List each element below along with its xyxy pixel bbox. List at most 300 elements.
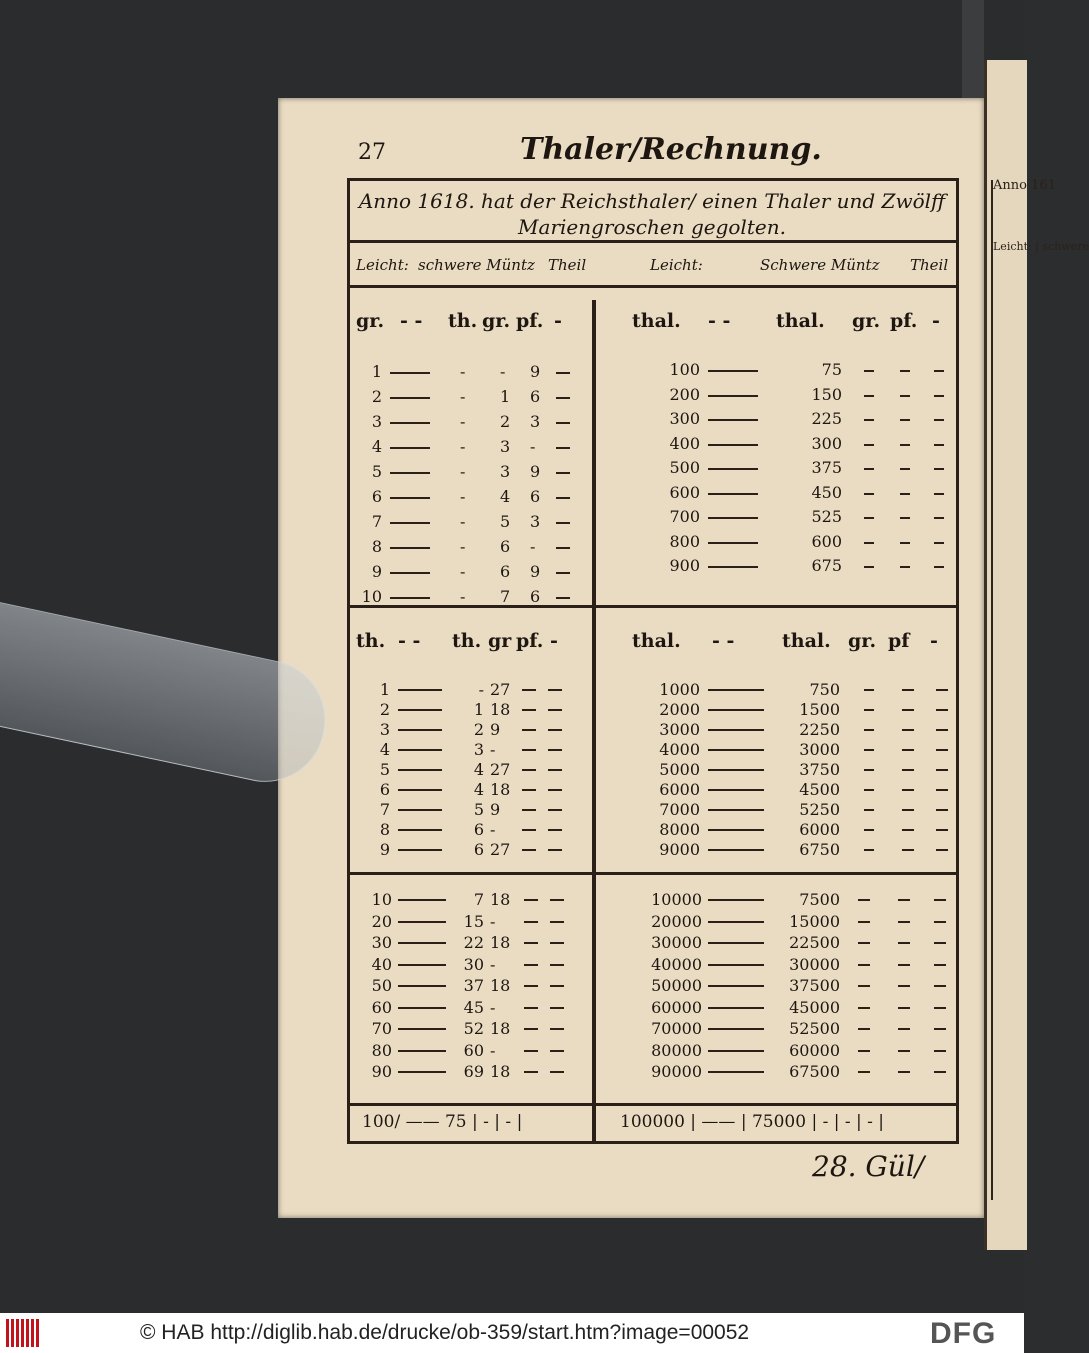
lm-a: 5 — [379, 760, 390, 779]
rule-dash — [900, 395, 910, 397]
lt-gr: 6 — [371, 487, 382, 506]
rm-a: 9000 — [659, 840, 700, 859]
lb-a: 50 — [371, 976, 392, 995]
lt-pf: 9 — [530, 562, 541, 581]
rule-dash — [900, 468, 910, 470]
total-right: 100000 | —— | 75000 | - | - | - | — [620, 1112, 885, 1132]
lt-th: - — [460, 437, 466, 456]
rt-a: 100 — [669, 360, 700, 379]
rule-dash — [550, 1071, 564, 1073]
rule-dash — [522, 689, 536, 691]
right_top-header-2: thal. — [776, 310, 825, 332]
rm-b: 3000 — [799, 740, 840, 759]
left_top-header-5: - — [554, 310, 562, 332]
lt-th: - — [460, 412, 466, 431]
lt-gr2: 6 — [500, 537, 511, 556]
lt-gr2: 5 — [500, 512, 511, 531]
colhdr-leicht: Leicht: — [356, 256, 409, 274]
lm-a: 8 — [379, 820, 390, 839]
lm-gr: 9 — [490, 800, 501, 819]
lt-th: - — [460, 512, 466, 531]
rule-dash — [556, 372, 570, 374]
next-page-header: Leicht: | schwere — [993, 240, 1089, 253]
rule-dash — [522, 829, 536, 831]
rb-b: 30000 — [789, 954, 840, 974]
right_top-header-0: thal. — [632, 310, 681, 332]
rule-dash — [864, 370, 874, 372]
rm-a: 8000 — [659, 820, 700, 839]
rule-dash — [398, 689, 442, 691]
rule-block1 — [350, 605, 956, 608]
rule-dash — [864, 769, 874, 771]
rule-dash — [550, 921, 564, 923]
lb-gr: - — [490, 954, 496, 974]
lb-th: 22 — [463, 933, 484, 952]
rm-a: 5000 — [659, 760, 700, 779]
colhdr-theil-2: Theil — [910, 256, 949, 274]
left_mid-header-2: th. — [452, 630, 482, 652]
hab-logo-icon — [6, 1319, 46, 1347]
rule-dash — [898, 1071, 910, 1073]
lm-gr: - — [490, 740, 496, 759]
lb-gr: - — [490, 997, 496, 1017]
rule-dash — [524, 1007, 538, 1009]
rule-dash — [550, 1028, 564, 1030]
rt-b: 300 — [811, 433, 842, 453]
lb-a: 30 — [371, 933, 392, 952]
left_top-header-0: gr. — [356, 310, 385, 332]
lm-th: 6 — [473, 840, 484, 859]
lt-pf: 3 — [530, 512, 541, 531]
lb-th: 69 — [463, 1062, 484, 1081]
lt-gr2: 1 — [500, 387, 511, 406]
rb-a: 90000 — [651, 1062, 702, 1081]
lb-a: 60 — [371, 997, 392, 1017]
rm-a: 2000 — [659, 700, 700, 719]
lt-th: - — [460, 462, 466, 481]
rb-a: 20000 — [651, 911, 702, 931]
rule-dash — [398, 849, 442, 851]
rule-dash — [934, 1050, 946, 1052]
rule-dash — [898, 964, 910, 966]
lm-a: 9 — [379, 840, 390, 859]
right_mid-header-1: - - — [712, 630, 735, 652]
rt-b: 150 — [811, 384, 842, 404]
lt-pf: 3 — [530, 412, 541, 431]
rule-dash — [864, 566, 874, 568]
rule-dash — [864, 444, 874, 446]
rule-dash — [864, 542, 874, 544]
rule-dash — [902, 849, 914, 851]
rule-dash — [708, 899, 764, 901]
rule-dash — [902, 689, 914, 691]
lb-gr: 18 — [490, 933, 511, 952]
lb-th: 7 — [473, 890, 484, 909]
lb-a: 80 — [371, 1040, 392, 1060]
rule-dash — [548, 729, 562, 731]
rule-dash — [556, 472, 570, 474]
lb-a: 10 — [371, 890, 392, 909]
rb-b: 7500 — [799, 890, 840, 909]
lt-th: - — [460, 587, 466, 606]
dfg-logo: DFG — [930, 1317, 997, 1350]
rule-dash — [708, 689, 764, 691]
rb-b: 67500 — [789, 1062, 840, 1081]
rule-dash — [934, 517, 944, 519]
lb-th: 52 — [463, 1019, 484, 1038]
lm-gr: 18 — [490, 700, 511, 719]
rule-dash — [898, 942, 910, 944]
rule-dash — [398, 789, 442, 791]
rule-dash — [708, 985, 764, 987]
rule-dash — [900, 566, 910, 568]
rule-dash — [550, 899, 564, 901]
lt-gr2: 6 — [500, 562, 511, 581]
rule-dash — [524, 964, 538, 966]
rule-dash — [934, 1028, 946, 1030]
rule-dash — [900, 370, 910, 372]
lt-th: - — [460, 562, 466, 581]
rb-b: 22500 — [789, 933, 840, 952]
rule-dash — [936, 849, 948, 851]
rule-dash — [708, 709, 764, 711]
rule-dash — [390, 422, 430, 424]
rule-dash — [548, 829, 562, 831]
lt-gr2: 7 — [500, 587, 511, 606]
lt-pf: 6 — [530, 487, 541, 506]
rule-dash — [934, 964, 946, 966]
rule-dash — [936, 729, 948, 731]
left_top-header-2: th. — [448, 310, 478, 332]
rule-dash — [858, 964, 870, 966]
rm-b: 2250 — [799, 720, 840, 739]
caption-line-1: Anno 1618. hat der Reichsthaler/ einen Thaler und Zwölff — [358, 189, 946, 213]
lm-th: 2 — [473, 720, 484, 739]
rule-dash — [864, 709, 874, 711]
lt-th: - — [460, 537, 466, 556]
right_mid-header-3: gr. — [848, 630, 877, 652]
rule-dash — [936, 829, 948, 831]
page-title: Thaler/Rechnung. — [520, 132, 822, 167]
rule-dash — [858, 1050, 870, 1052]
rule-dash — [548, 769, 562, 771]
rule-dash — [548, 789, 562, 791]
rule-dash — [900, 493, 910, 495]
rule-dash — [864, 493, 874, 495]
lt-th: - — [460, 387, 466, 406]
lm-gr: - — [490, 820, 496, 839]
rule-dash — [934, 566, 944, 568]
rb-b: 45000 — [789, 997, 840, 1017]
rule-dash — [398, 709, 442, 711]
rule-dash — [522, 749, 536, 751]
rule-dash — [390, 397, 430, 399]
rule-dash — [550, 1007, 564, 1009]
right_top-header-1: - - — [708, 310, 731, 332]
lb-th: 15 — [463, 911, 484, 931]
rule-dash — [864, 689, 874, 691]
rule-dash — [522, 849, 536, 851]
rule-dash — [708, 1007, 764, 1009]
rule-dash — [556, 422, 570, 424]
rule-dash — [902, 749, 914, 751]
rule-dash — [390, 472, 430, 474]
rule-dash — [900, 419, 910, 421]
lt-gr: 9 — [371, 562, 382, 581]
rule-dash — [934, 1007, 946, 1009]
rule-dash — [858, 1007, 870, 1009]
rule-dash — [898, 899, 910, 901]
rule-dash — [390, 572, 430, 574]
lt-gr: 3 — [371, 412, 382, 431]
rb-b: 15000 — [789, 911, 840, 931]
lt-gr: 2 — [371, 387, 382, 406]
rule-dash — [858, 1071, 870, 1073]
rule-dash — [390, 547, 430, 549]
lt-pf: 9 — [530, 462, 541, 481]
lm-gr: 27 — [490, 680, 511, 699]
lb-th: 30 — [463, 954, 484, 974]
rule-dash — [936, 689, 948, 691]
rb-a: 80000 — [651, 1040, 702, 1060]
rule-dash — [550, 964, 564, 966]
page-number: 27 — [358, 140, 386, 165]
rule-dash — [708, 749, 764, 751]
lm-th: - — [478, 680, 484, 699]
rule-dash — [548, 849, 562, 851]
rule-dash — [858, 942, 870, 944]
lm-th: 5 — [473, 800, 484, 819]
rule-dash — [934, 985, 946, 987]
rule-dash — [864, 789, 874, 791]
rule-dash — [864, 849, 874, 851]
right_mid-header-4: pf — [888, 630, 910, 652]
rule-dash — [556, 572, 570, 574]
rt-a: 300 — [669, 409, 700, 428]
left_top-header-3: gr. — [482, 310, 511, 332]
colhdr-theil: Theil — [548, 256, 587, 274]
rb-b: 52500 — [789, 1019, 840, 1038]
rule-dash — [934, 493, 944, 495]
left_top-header-1: - - — [400, 310, 423, 332]
lt-gr: 8 — [371, 537, 382, 556]
lt-gr: 7 — [371, 512, 382, 531]
lm-a: 3 — [379, 720, 390, 739]
rule-dash — [902, 709, 914, 711]
lm-th: 4 — [473, 760, 484, 779]
rt-a: 700 — [669, 507, 700, 526]
rt-b: 375 — [811, 458, 842, 477]
rule-dash — [858, 1028, 870, 1030]
total-left: 100/ —— 75 | - | - | — [362, 1112, 523, 1132]
rule-dash — [398, 1071, 446, 1073]
right_mid-header-0: thal. — [632, 630, 681, 652]
left_mid-header-5: - — [550, 630, 558, 652]
rule-dash — [708, 395, 758, 397]
rule-dash — [524, 985, 538, 987]
copyright-link[interactable]: © HAB http://diglib.hab.de/drucke/ob-359/start.htm?image=00052 — [140, 1321, 750, 1344]
rule-dash — [708, 829, 764, 831]
rule-dash — [548, 809, 562, 811]
rt-a: 600 — [669, 482, 700, 502]
lm-th: 3 — [473, 740, 484, 759]
rb-a: 40000 — [651, 954, 702, 974]
rule-dash — [936, 769, 948, 771]
rm-b: 5250 — [799, 800, 840, 819]
rule-dash — [556, 597, 570, 599]
rule-dash — [864, 468, 874, 470]
lt-th: - — [460, 487, 466, 506]
lb-gr: 18 — [490, 976, 511, 995]
lb-a: 90 — [371, 1062, 392, 1081]
rule-dash — [556, 547, 570, 549]
rule-dash — [390, 597, 430, 599]
lb-gr: 18 — [490, 1062, 511, 1081]
lt-pf: - — [530, 437, 536, 456]
right_mid-header-2: thal. — [782, 630, 831, 652]
rt-b: 450 — [811, 482, 842, 502]
next-page-edge — [984, 60, 1089, 1250]
lm-a: 2 — [379, 700, 390, 719]
lt-gr2: - — [500, 362, 506, 381]
rule-dash — [398, 829, 442, 831]
lm-gr: 27 — [490, 760, 511, 779]
right_top-header-4: pf. — [890, 310, 918, 332]
rule-dash — [550, 985, 564, 987]
rule-dash — [556, 522, 570, 524]
lt-th: - — [460, 362, 466, 381]
rm-a: 6000 — [659, 780, 700, 799]
lm-a: 6 — [379, 780, 390, 799]
right_top-header-3: gr. — [852, 310, 881, 332]
rule-dash — [858, 899, 870, 901]
rule-dash — [548, 749, 562, 751]
rt-b: 225 — [811, 409, 842, 428]
rule-dash — [524, 942, 538, 944]
rt-b: 675 — [811, 556, 842, 575]
colhdr-leicht-2: Leicht: — [650, 256, 703, 274]
caption-line-2: Mariengroschen gegolten. — [518, 215, 786, 239]
lb-gr: - — [490, 1040, 496, 1060]
rule-dash — [398, 729, 442, 731]
rule-dash — [708, 942, 764, 944]
lt-pf: - — [530, 537, 536, 556]
rule-dash — [390, 372, 430, 374]
rule-dash — [522, 709, 536, 711]
rule-dash — [708, 1028, 764, 1030]
rule-dash — [864, 829, 874, 831]
rule-dash — [708, 964, 764, 966]
rule-dash — [522, 789, 536, 791]
lm-th: 6 — [473, 820, 484, 839]
lt-gr2: 2 — [500, 412, 511, 431]
lt-gr: 1 — [371, 362, 382, 381]
book-clamp — [962, 0, 984, 98]
rule-dash — [550, 942, 564, 944]
rule-dash — [708, 729, 764, 731]
rule-dash — [902, 729, 914, 731]
rule-dash — [864, 749, 874, 751]
rt-b: 525 — [811, 507, 842, 526]
rt-a: 500 — [669, 458, 700, 477]
rule-under-caption — [350, 240, 956, 243]
lm-gr: 27 — [490, 840, 511, 859]
rule-dash — [708, 444, 758, 446]
lb-gr: - — [490, 911, 496, 931]
rule-dash — [708, 1050, 764, 1052]
lb-th: 37 — [463, 976, 484, 995]
rule-dash — [936, 709, 948, 711]
rm-a: 3000 — [659, 720, 700, 739]
rule-dash — [708, 921, 764, 923]
rule-dash — [708, 419, 758, 421]
rule-dash — [936, 749, 948, 751]
rule-dash — [858, 921, 870, 923]
lb-a: 20 — [371, 911, 392, 931]
lb-th: 45 — [463, 997, 484, 1017]
rt-a: 200 — [669, 384, 700, 404]
rule-dash — [398, 1050, 446, 1052]
rm-b: 750 — [809, 680, 840, 699]
left_mid-header-4: pf. — [516, 630, 544, 652]
lt-gr: 4 — [371, 437, 382, 456]
rule-dash — [522, 729, 536, 731]
rule-dash — [864, 395, 874, 397]
rule-dash — [858, 985, 870, 987]
rule-block3 — [350, 1103, 956, 1106]
rule-dash — [902, 809, 914, 811]
rule-dash — [550, 1050, 564, 1052]
lm-th: 1 — [473, 700, 484, 719]
rule-dash — [898, 1007, 910, 1009]
rule-dash — [398, 749, 442, 751]
rule-dash — [708, 809, 764, 811]
lt-pf: 6 — [530, 387, 541, 406]
rule-dash — [556, 397, 570, 399]
table-caption — [352, 188, 952, 240]
rm-a: 1000 — [659, 680, 700, 699]
rule-dash — [398, 809, 442, 811]
rule-dash — [708, 542, 758, 544]
lt-gr2: 3 — [500, 437, 511, 456]
rm-b: 4500 — [799, 780, 840, 799]
rule-dash — [898, 985, 910, 987]
left_mid-header-0: th. — [356, 630, 386, 652]
rule-dash — [934, 419, 944, 421]
rule-dash — [398, 942, 446, 944]
lt-pf: 6 — [530, 587, 541, 606]
left_top-header-4: pf. — [516, 310, 544, 332]
rule-dash — [524, 1028, 538, 1030]
center-divider — [592, 300, 596, 1142]
rt-b: 75 — [821, 360, 842, 379]
rule-dash — [524, 899, 538, 901]
rule-dash — [398, 921, 446, 923]
lt-gr: 5 — [371, 462, 382, 481]
lm-a: 4 — [379, 740, 390, 759]
rule-dash — [864, 729, 874, 731]
lm-th: 4 — [473, 780, 484, 799]
rule-dash — [398, 985, 446, 987]
rule-dash — [934, 942, 946, 944]
catchword: 28. Gül/ — [812, 1150, 925, 1183]
lm-a: 1 — [379, 680, 390, 699]
rule-dash — [548, 709, 562, 711]
rule-dash — [934, 444, 944, 446]
left_mid-header-3: gr — [488, 630, 512, 652]
rm-b: 6000 — [799, 820, 840, 839]
rule-dash — [900, 517, 910, 519]
